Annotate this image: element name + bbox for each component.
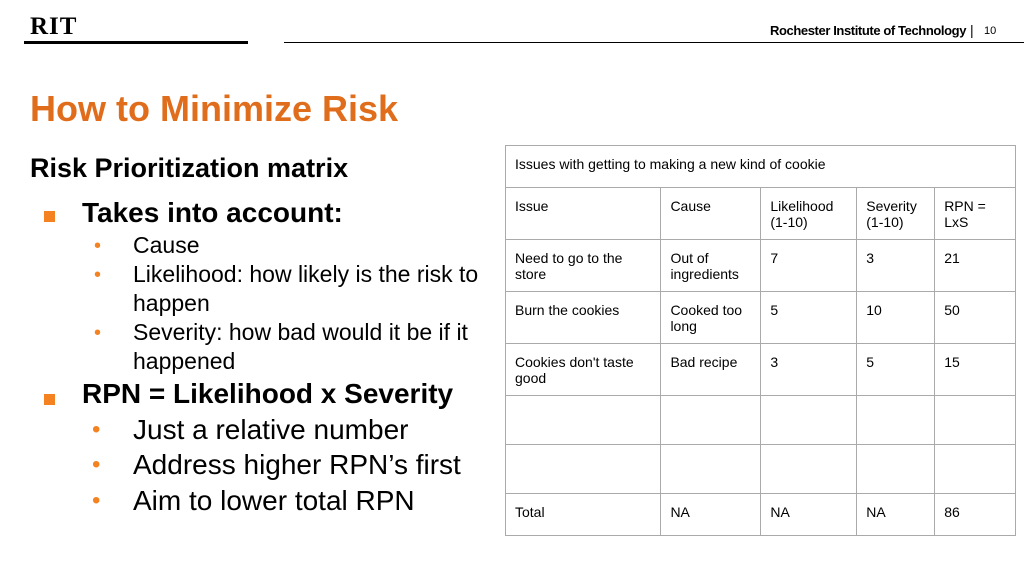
sub-bullet: Address higher RPN’s first	[133, 449, 461, 480]
table-row	[506, 396, 1016, 445]
table-cell: NA	[661, 494, 761, 536]
table-cell	[761, 445, 857, 494]
table-row	[506, 445, 1016, 494]
table-row	[506, 292, 1016, 344]
header-issue: Issue	[506, 188, 661, 240]
table-row	[506, 240, 1016, 292]
dot-bullet-icon: •	[92, 451, 101, 478]
table-cell: Total	[506, 494, 661, 536]
bullet-2: RPN = Likelihood x Severity	[82, 378, 454, 409]
dot-bullet-icon: •	[92, 487, 101, 514]
sub-bullet-continuation: happen	[133, 290, 210, 316]
table-cell: 21	[935, 240, 1016, 292]
table-cell: Cookies don't taste good	[506, 344, 661, 396]
slide-title: How to Minimize Risk	[30, 88, 399, 129]
sub-bullet: Likelihood: how likely is the risk to	[133, 261, 479, 287]
table-cell	[935, 396, 1016, 445]
institute-name: Rochester Institute of Technology	[770, 23, 967, 38]
header-rule-right	[284, 42, 1024, 43]
slide-subtitle: Risk Prioritization matrix	[30, 153, 349, 183]
table-cell: Out of ingredients	[661, 240, 761, 292]
table-cell: 3	[857, 240, 935, 292]
table-header-row	[506, 188, 1016, 240]
table-total-row	[506, 494, 1016, 536]
dot-bullet-icon: •	[94, 322, 102, 344]
table-cell	[661, 396, 761, 445]
sub-bullet: Aim to lower total RPN	[133, 485, 415, 516]
square-bullet-icon	[44, 211, 55, 222]
table-cell: 15	[935, 344, 1016, 396]
table-cell: 10	[857, 292, 935, 344]
table-cell: 5	[857, 344, 935, 396]
table-caption: Issues with getting to making a new kind of cookie	[506, 146, 1016, 188]
dot-bullet-icon: •	[94, 235, 102, 257]
dot-bullet-icon: •	[92, 416, 101, 443]
header-cause: Cause	[661, 188, 761, 240]
sub-bullet: Severity: how bad would it be if it	[133, 319, 468, 345]
table-cell: NA	[761, 494, 857, 536]
table-cell	[857, 445, 935, 494]
header-rule-left	[24, 41, 248, 44]
sub-bullet-continuation: happened	[133, 348, 236, 374]
header-rpn: RPN = LxS	[935, 188, 1016, 240]
sub-bullet: Just a relative number	[133, 414, 409, 445]
risk-matrix-table	[505, 145, 1016, 536]
table-cell: NA	[857, 494, 935, 536]
table-cell: 7	[761, 240, 857, 292]
square-bullet-icon	[44, 394, 55, 405]
dot-bullet-icon: •	[94, 264, 102, 286]
table-cell	[761, 396, 857, 445]
page-number: 10	[984, 25, 997, 37]
table-cell	[857, 396, 935, 445]
table-cell: 86	[935, 494, 1016, 536]
table-cell: Bad recipe	[661, 344, 761, 396]
rit-logo: RIT	[30, 13, 78, 40]
table-cell: 50	[935, 292, 1016, 344]
sub-bullet: Cause	[133, 232, 200, 258]
bullet-1: Takes into account:	[82, 197, 343, 228]
table-cell: 5	[761, 292, 857, 344]
header-separator: |	[970, 22, 974, 38]
table-cell	[661, 445, 761, 494]
header-severity: Severity (1-10)	[857, 188, 935, 240]
table-cell: Need to go to the store	[506, 240, 661, 292]
header-likelihood: Likelihood (1-10)	[761, 188, 857, 240]
table-cell	[506, 396, 661, 445]
table-cell: Cooked too long	[661, 292, 761, 344]
table-cell: Burn the cookies	[506, 292, 661, 344]
table-cell: 3	[761, 344, 857, 396]
table-cell	[935, 445, 1016, 494]
table-row	[506, 344, 1016, 396]
table-caption-row	[506, 146, 1016, 188]
table-cell	[506, 445, 661, 494]
